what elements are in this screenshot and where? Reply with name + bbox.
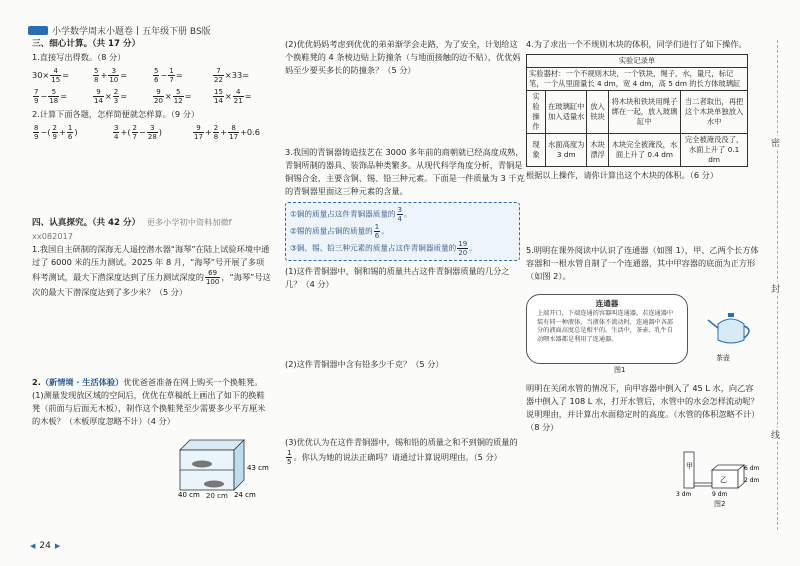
page-footer bbox=[30, 541, 60, 551]
row2-c3: 木块完全被淹没，水面上升了 0.4 dm bbox=[608, 134, 681, 167]
row2-label: 现象 bbox=[527, 134, 546, 167]
note1-den: 4 bbox=[397, 215, 402, 223]
column-right bbox=[526, 38, 761, 508]
q3-3-text-b: 。你认为她的说法正确吗？请通过计算说明理由。（5 分） bbox=[293, 452, 502, 462]
row1-c1: 在玻璃缸中加入适量水 bbox=[546, 91, 587, 134]
fig1-text: 上端开口，下端连通的容器叫连通器。若连通器中装有同一种液体，当液体不流动时，连通器中各部分的液面高度总是相平的。生活中，茶壶、乳牛自动喂水器都是利用了连通器。 bbox=[537, 310, 674, 343]
shoe-bench-figure bbox=[172, 436, 272, 498]
calc-item: $\frac{7}{9}$ − $\frac{5}{18}$ = bbox=[34, 88, 68, 105]
note1-num: 3 bbox=[397, 206, 402, 214]
calc-row-1 bbox=[32, 67, 272, 84]
teapot-icon bbox=[706, 310, 756, 350]
page-number: 24 bbox=[39, 541, 51, 551]
header-grade: 五年级下册 BS版 bbox=[142, 27, 211, 37]
dim-height-label: 43 cm bbox=[247, 464, 269, 472]
calc-item: $\frac{5}{6}$ − $\frac{1}{7}$ = bbox=[154, 67, 183, 84]
table-title: 实验记录单 bbox=[527, 55, 748, 68]
triangle-right-icon: ▶ bbox=[54, 542, 61, 550]
row2-c1: 水面高度为 3 dm bbox=[546, 134, 587, 167]
note3-den: 20 bbox=[458, 249, 468, 257]
row2-c4: 完全被淹没没了，水面上升了 0.1 dm bbox=[681, 134, 748, 167]
note3-text: ③铜、锡、铅三种元素的质量占这件青铜器质量的 bbox=[290, 243, 457, 253]
simplify-item: $\frac{9}{17}$ + $\frac{2}{8}$ + $\frac{8}{17}$ +0.6 bbox=[194, 124, 260, 141]
q3-3-num: 1 bbox=[287, 449, 292, 457]
calc-item: 30× $\frac{4}{15}$ = bbox=[32, 67, 70, 84]
sec4-q1 bbox=[32, 243, 272, 299]
figure1 bbox=[526, 290, 761, 374]
calc-item: $\frac{7}{22}$ ×33= bbox=[214, 67, 250, 84]
q2-1-text: (1)测量发现放区域的空间后，优优在草稿纸上画出了如下的换鞋凳（前面与后面无木板），制作这个换鞋凳至少需要多少平方厘米的木板？（木板厚度忽略不计）（4 分） bbox=[32, 390, 266, 426]
fig2-label-a: 甲 bbox=[686, 462, 693, 470]
calc-item: $\frac{9}{20}$ × $\frac{5}{12}$ = bbox=[154, 88, 192, 105]
calc-item: $\frac{9}{14}$ × $\frac{2}{3}$ = bbox=[94, 88, 128, 105]
q3-3-text-a: (3)优优认为在这件青铜器中，锡和铅的质量之和不到铜的质量的 bbox=[285, 437, 518, 447]
table-materials: 实验器材：一个不规则木块，一个铁块，绳子，水，量尺，标记笔，一个从里面量长 4 dm，宽 4 dm，高 5 dm 的长方体玻璃缸 bbox=[527, 68, 748, 91]
note-1: ①铜的质量占这件青铜器质量的 $\frac{3}{4}$ 。 bbox=[290, 206, 412, 223]
q3-text: 3.我国的青铜器铸造技艺在 3000 多年前的商朝就已经高度成熟，青铜所制的器具、装饰品种类繁多。从现代科学角度分析，青铜是铜锡合金，主要含铜、锡、铅三种元素。下面是一件质量为 3 千克的青铜器里面这三种元素的含量。 bbox=[285, 147, 525, 196]
note2-den: 6 bbox=[374, 232, 380, 240]
teapot-label: 茶壶 bbox=[716, 354, 730, 362]
simplify-item: $\frac{8}{9}$ −( $\frac{2}{9}$ + $\frac{1}{6}$ ) bbox=[34, 124, 78, 141]
q3-block bbox=[285, 146, 525, 291]
q3-3-den: 5 bbox=[287, 458, 292, 466]
binding-char-1: 密 bbox=[771, 136, 780, 149]
watermark-text: 更多小学初中资料加微f xx082017 bbox=[32, 217, 232, 241]
note2-text: ②锡的质量占铜的质量的 bbox=[290, 226, 373, 236]
q3-2-text: (2)这件青铜器中含有铅多少千克？（5 分） bbox=[285, 359, 444, 369]
q5-text: 5.明明在课外阅读中认识了连通器（如图 1），甲、乙两个长方体容器和一根水管自制了一个连通器，其中甲容器的底面为正方形（如图 2）。 bbox=[526, 245, 759, 281]
header-title: 小学数学周末小题卷 bbox=[52, 27, 134, 37]
fig2-label-b: 乙 bbox=[720, 476, 727, 484]
triangle-left-icon: ◀ bbox=[30, 542, 36, 550]
note1-text: ①铜的质量占这件青铜器质量的 bbox=[290, 209, 396, 219]
q4-text: 4.为了求出一个不规则木块的体积，同学们进行了如下操作。 bbox=[526, 39, 747, 49]
dim-bottom-label: 20 cm bbox=[206, 492, 228, 500]
fig2-dim-1: 3 dm bbox=[676, 491, 692, 498]
note3-num: 19 bbox=[458, 240, 468, 248]
brand-logo-icon bbox=[28, 26, 48, 35]
column-middle bbox=[285, 38, 525, 466]
binding-char-2: 封 bbox=[771, 282, 780, 295]
row1-c3: 将木块和铁块用绳子绑在一起，放入玻璃缸中 bbox=[608, 91, 681, 134]
q1-frac-num: 69 bbox=[208, 269, 218, 277]
q2-2-text: (2)优优妈妈考虑到优优的弟弟渐学会走路，为了安全，计划给这个换鞋凳的 4 条棱边贴上防撞条（与地面接触的边不贴），优优妈妈至少要买多长的防撞条？（5 分） bbox=[285, 39, 521, 75]
page-header bbox=[28, 24, 211, 37]
section4-heading: 四、认真探究。（共 42 分） bbox=[32, 218, 141, 228]
calc-row-2 bbox=[32, 88, 272, 105]
sec4-q1-text: 1.我国自主研制的深海无人遥控潜水器“海琴”在陆上试验环境中通过了 6000 米的压力测试。2025 年 8 月，“海琴”号开展了多项科考测试，最大下潜深度达到了压力测试深度的 bbox=[32, 244, 270, 282]
fig1-scroll bbox=[526, 294, 688, 364]
binding-char-3: 线 bbox=[771, 428, 780, 441]
simplify-row bbox=[32, 124, 272, 141]
q2-text: 优优爸爸准备在网上购买一个换鞋凳。 bbox=[123, 377, 263, 387]
q1-frac-den: 100 bbox=[205, 278, 220, 286]
figure2-diagram bbox=[676, 448, 761, 498]
section4 bbox=[32, 216, 272, 299]
fig1-caption: 图1 bbox=[614, 366, 626, 374]
row2-c2: 木块漂浮 bbox=[587, 134, 608, 167]
q3-3 bbox=[285, 436, 525, 466]
q3-info-box bbox=[285, 202, 520, 261]
row1-c4: 当二者取出，再把这个木块单独放入水中 bbox=[681, 91, 748, 134]
sec4-q2: 2.（新情境 · 生活体验）优优爸爸准备在网上购买一个换鞋凳。 (1)测量发现放区域的空间后，优优在草稿纸上画出了如下的换鞋凳（前面与后面无木板），制作这个换鞋凳至少需要多少平方厘米的木板？（木板厚度忽略不计）（4 分） bbox=[32, 376, 272, 428]
q5-body: 明明在关闭水管的情况下，向甲容器中倒入了 45 L 水，向乙容器中倒入了 108 L 水，打开水管后，水管中的水会怎样流动呢？说明理由，并计算出水面稳定时的高度。（水管的体积忽略不计）（8 分） bbox=[526, 383, 760, 432]
fig2-dim-2: 9 dm bbox=[712, 491, 728, 498]
sec4-q1-tail: ，“海琴”号这次的最大下潜深度达到了多少米？（5 分） bbox=[32, 272, 271, 297]
note-2: ②锡的质量占铜的质量的 $\frac{1}{6}$ 。 bbox=[290, 223, 389, 240]
q3-1-text: (1)这件青铜器中，铜和锡的质量共占这件青铜器质量的几分之几？（4 分） bbox=[285, 266, 510, 289]
sec3-q1: 1.直接写出得数。（8 分） bbox=[32, 52, 126, 62]
fig1-title: 连通器 bbox=[595, 299, 619, 308]
row1-c2: 放入铁块 bbox=[587, 91, 608, 134]
note-3: ③铜、锡、铅三种元素的质量占这件青铜器质量的 $\frac{19}{20}$ 。 bbox=[290, 240, 477, 257]
experiment-record-table bbox=[526, 54, 748, 167]
fig2-caption: 图2 bbox=[714, 500, 726, 508]
note2-num: 1 bbox=[374, 223, 380, 231]
q2-tag: （新情境 · 生活体验） bbox=[40, 377, 124, 387]
binding-margin bbox=[765, 0, 800, 566]
calc-item: $\frac{15}{14}$ × $\frac{4}{21}$ = bbox=[214, 88, 252, 105]
dim-width-label: 40 cm bbox=[178, 491, 200, 498]
dim-depth-label: 24 cm bbox=[234, 491, 256, 498]
q4-tail: 根据以上操作，请你计算出这个木块的体积。（6 分） bbox=[526, 170, 719, 180]
sec3-q2: 2.计算下面各题，怎样简便就怎样算。（9 分） bbox=[32, 109, 200, 119]
column-left bbox=[32, 38, 272, 500]
calc-item: $\frac{5}{8}$ + $\frac{3}{10}$ = bbox=[94, 67, 128, 84]
fig2-dim-3: 6 dm bbox=[744, 465, 760, 472]
simplify-item: $\frac{3}{4}$ +( $\frac{2}{7}$ − $\frac{3}{28}$ ) bbox=[114, 124, 162, 141]
header-separator: | bbox=[136, 25, 140, 36]
section3-heading: 三、细心计算。（共 17 分） bbox=[32, 39, 141, 49]
fig2-dim-4: 2 dm bbox=[744, 477, 760, 484]
row1-label: 实验操作 bbox=[527, 91, 546, 134]
